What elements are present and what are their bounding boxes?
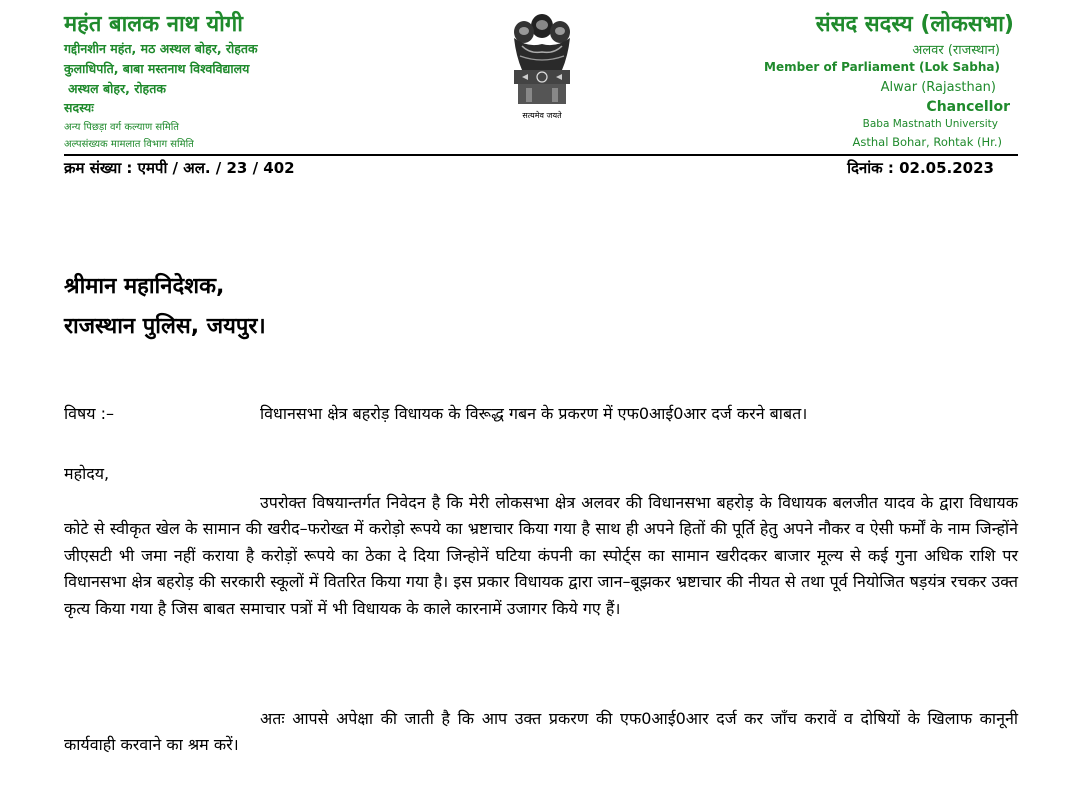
university-name: Baba Mastnath University <box>862 118 998 130</box>
sender-title-line-1: गद्दीनशीन महंत, मठ अस्थल बोहर, रोहतक <box>64 41 258 56</box>
salutation: महोदय, <box>64 464 110 483</box>
sender-name: महंत बालक नाथ योगी <box>64 12 243 37</box>
subject-label: विषय :– <box>64 404 115 423</box>
sender-title-line-2: कुलाधिपति, बाबा मस्तनाथ विश्वविद्यालय <box>64 61 250 76</box>
emblem-motto: सत्यमेव जयते <box>522 111 562 120</box>
addressee-line-1: श्रीमान महानिदेशक, <box>64 274 225 299</box>
mp-title: संसद सदस्य (लोकसभा) <box>815 12 1014 37</box>
reference-number: क्रम संख्या : एमपी / अल. / 23 / 402 <box>64 159 295 177</box>
sender-member-label: सदस्यः <box>64 100 94 115</box>
chancellor-title: Chancellor <box>926 99 1010 115</box>
sender-title-line-3: अस्थल बोहर, रोहतक <box>68 81 166 96</box>
mp-title-english: Member of Parliament (Lok Sabha) <box>764 60 1000 74</box>
letterhead-divider <box>64 154 1018 156</box>
constituency-english: Alwar (Rajasthan) <box>880 80 996 95</box>
constituency-hindi: अलवर (राजस्थान) <box>912 43 1000 58</box>
addressee-line-2: राजस्थान पुलिस, जयपुर। <box>64 314 266 339</box>
national-emblem-icon <box>500 8 584 124</box>
letter-date: दिनांक : 02.05.2023 <box>847 159 994 177</box>
committee-2: अल्पसंख्यक मामलात विभाग समिति <box>64 139 194 150</box>
body-paragraph-2: अतः आपसे अपेक्षा की जाती है कि आप उक्त प्रकरण की एफ0आई0आर दर्ज कर जाँच करावें व दोषियों के खिलाफ कानूनी कार्यवाही करवाने का श्रम करें। <box>64 709 1018 755</box>
university-address: Asthal Bohar, Rohtak (Hr.) <box>852 135 1002 149</box>
committee-1: अन्य पिछड़ा वर्ग कल्याण समिति <box>64 122 180 133</box>
subject-text: विधानसभा क्षेत्र बहरोड़ विधायक के विरूद्ध गबन के प्रकरण में एफ0आई0आर दर्ज करने बाबत। <box>260 404 808 423</box>
body-paragraph-1: उपरोक्त विषयान्तर्गत निवेदन है कि मेरी लोकसभा क्षेत्र अलवर की विधानसभा बहरोड़ के विधायक बलजीत यादव के द्वारा विधायक कोटे से स्वीकृत खेल के सामान की खरीद–फरोख्त में करोड़ो रूपये का भ्रष्टाचार किया गया है साथ ही अपने हितों की पूर्ति हेतु अपने नौकर व ऐसी फर्मों के नाम जिन्होंने जीएसटी भी जमा नहीं कराया है करोड़ों रूपये का ठेका दे दिया जिन्होनें घटिया कंपनी का स्पोर्ट्स का सामान खरीदकर बाजार मूल्य से कई गुना अधिक राशि पर विधानसभा क्षेत्र बहरोड़ की सरकारी स्कूलों में वितरित किया गया है। इस प्रकार विधायक द्वारा जान–बूझकर भ्रष्टाचार की नीयत से तथा पूर्व नियोजित षड़यंत्र रचकर उक्त कृत्य किया गया है जिस बाबत समाचार पत्रों में भी विधायक के काले कारनामें उजागर किये गए हैं। <box>64 493 1018 618</box>
